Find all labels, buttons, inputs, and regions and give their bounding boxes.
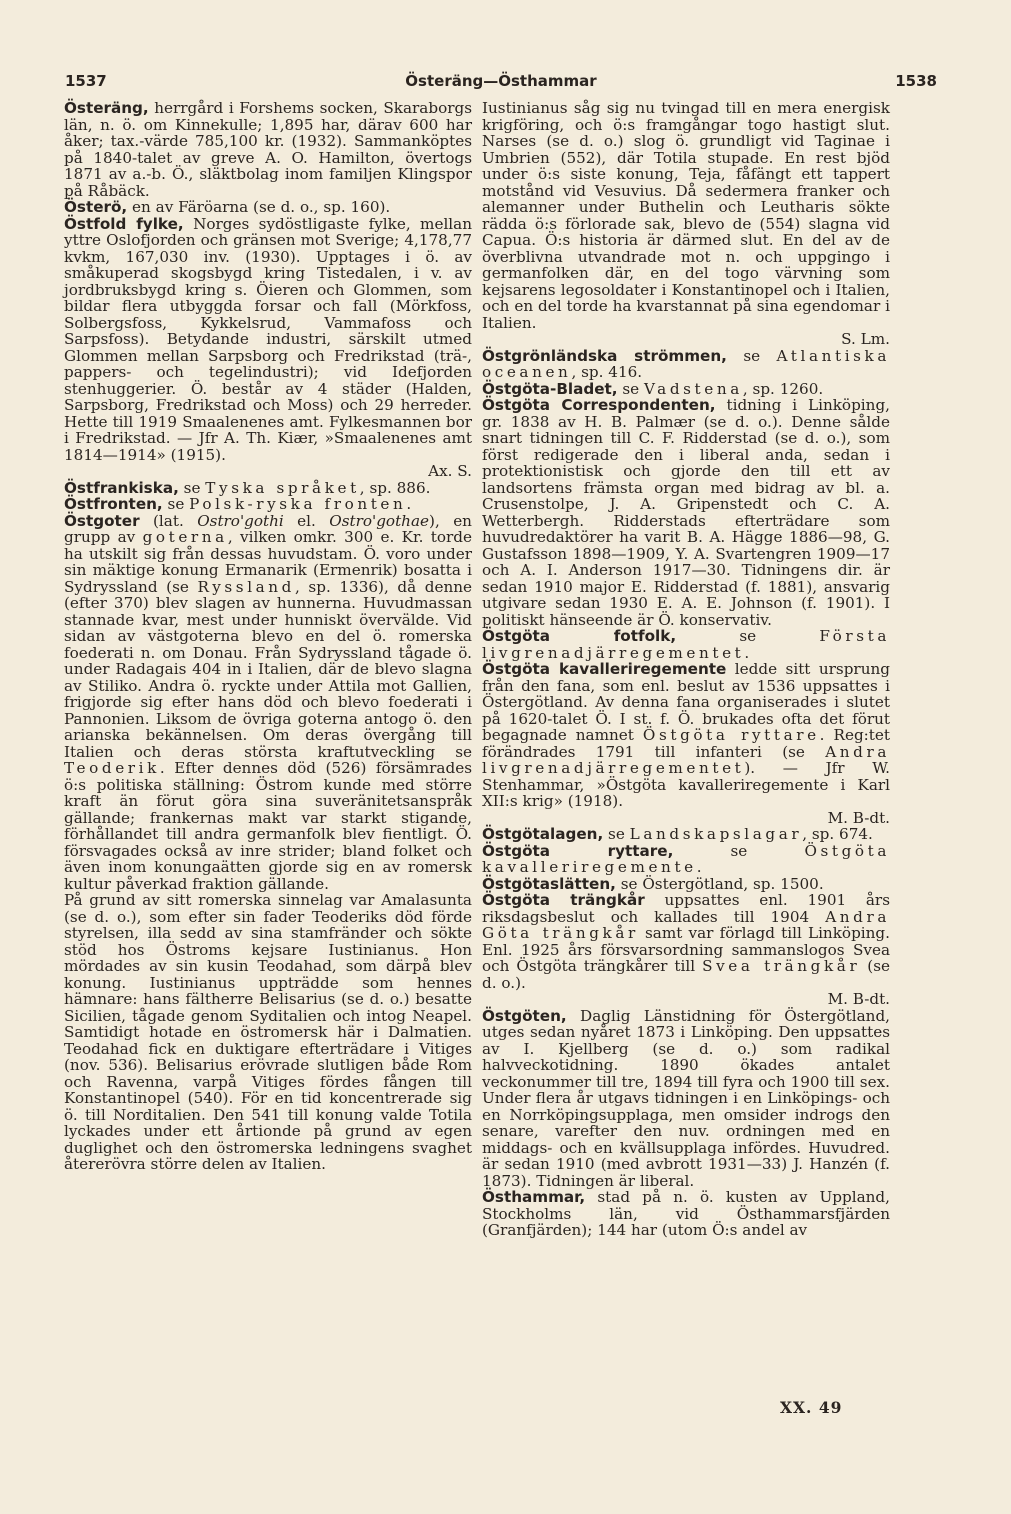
entry-headword: Östgöta fotfolk, <box>482 627 677 645</box>
cross-reference: Andra Göta trängkår <box>482 907 890 942</box>
entry-headword: Östgöta-Bladet, <box>482 379 618 398</box>
entry-text: (lat. <box>139 511 198 530</box>
article-entry <box>64 496 472 513</box>
article-entry <box>482 397 890 628</box>
entry-headword: Östgrönländska strömmen, <box>482 346 727 365</box>
cross-reference: Första livgrenadjärregementet <box>482 627 891 662</box>
article-entry <box>482 348 890 381</box>
entry-headword: Östgoter <box>64 511 140 530</box>
entry-text: se <box>726 346 777 365</box>
cross-reference: Atlantiska oceanen <box>482 346 891 381</box>
page-number-left: 1537 <box>65 72 107 90</box>
entry-headword: Östfold fylke, <box>64 214 184 233</box>
entry-text: en av Färöarna (se d. o., sp. 160). <box>127 198 391 216</box>
entry-text: , sp. 1260. <box>742 379 824 398</box>
author-signature: S. Lm. <box>841 330 890 348</box>
entry-text: stad på n. ö. kusten av Uppland, Stockholms län, vid Östhammarsfjärden (Granfjärden); 144 har (utom Ö:s andel av <box>482 1188 890 1239</box>
article-entry <box>64 892 472 1173</box>
cross-reference: Landskapslagar <box>629 825 803 843</box>
article-entry <box>482 1008 890 1190</box>
author-signature: M. B-dt. <box>827 808 890 827</box>
cross-reference: Svea trängkår <box>702 957 861 975</box>
entry-text: uppsattes enl. 1901 års riksdagsbeslut och kallades till 1904 <box>482 891 890 926</box>
entry-headword: Östgöta kavalleriregemente <box>482 660 727 678</box>
entry-text: På grund av sitt romerska sinnelag var Amalasunta (se d. o.), som efter sin fader Teoderiks död förde styrelsen, illa sedd av sina stamfränder och sökte stöd hos Östroms kejsare Iustinianus. Hon mördades av sin kusin Teodahad, som därpå blev konung. Iustinianus uppträdde som hennes hämnare: hans fältherre Belisarius (se d. o.) besatte Sicilien, tågade genom Syditalien och intog Neapel. Samtidigt hotade en östromersk här i Dalmatien. Teodahad fick en duktigare efterträdare i Vitiges (nov. 536). Belisarius erövrade slutligen både Rom och Ravenna, varpå Vitiges fördes fången till Konstantinopel (540). För en tid koncentrerade sig ö. till Norditalien. Den 541 till konung valde Totila lyckades under ett årtionde på grund av egen duglighet och den östromerska ledningens svaghet återerövra större delen av Italien. <box>64 891 472 1173</box>
article-entry <box>482 100 890 348</box>
cross-reference: Andra livgrenadjärregementet <box>482 742 890 777</box>
cross-reference: Östgöta ryttare <box>642 726 820 744</box>
entry-headword: Östfronten, <box>64 495 163 513</box>
article-entry <box>64 480 472 497</box>
entry-text: samt var förlagd till Linköping. Enl. 1925 års försvarsordning sammanslogos Svea och Östgöta trängkårer till <box>482 924 890 975</box>
entry-text: . Efter dennes död (526) försämrades ö:s politiska ställning: Östrom kunde med större kraft än förut göra sina suveränitetsanspråk gällande; frankernas makt var starkt stigande, förhållandet till andra germanfolk blev fientligt. Ö. försvagades också av inre strider; bland folket och även inom konungaätten gjorde sig en av romersk kultur påverkad fraktion gällande. <box>64 759 472 893</box>
entry-text: (se d. o.). <box>482 957 890 992</box>
entry-text: , sp. 886. <box>359 478 431 497</box>
cross-reference: Tyska språket <box>205 478 360 497</box>
article-entry <box>482 661 890 826</box>
article-entry <box>482 628 890 661</box>
entry-text: , sp. 1336), då denne (efter 370) blev slagen av hunnerna. Huvudmassan stannade kvar, mest under hunniskt övervälde. Vid sidan av västgoterna blevo en del ö. romerska foederati n. om Donau. Från Sydryssland tågade ö. under Radagais 404 in i Italien, där de blevo slagna av Stiliko. Andra ö. ryckte under Attila mot Gallien, frigjorde sig efter hans död och blevo foederati i Pannonien. Liksom de övriga goterna antogo ö. den arianska bekännelsen. Om deras övergång till Italien och deras största kraftutveckling se <box>64 577 472 761</box>
left-column <box>64 100 472 1173</box>
page-number-right: 1538 <box>895 72 937 90</box>
entry-text: el. <box>283 511 330 530</box>
article-entry <box>482 826 890 843</box>
entry-text: ). — Jfr W. Stenhammar, »Östgöta kavalleriregemente i Karl XII:s krig» (1918). <box>482 759 890 810</box>
entry-text: se <box>617 379 644 398</box>
entry-headword: Östhammar, <box>482 1188 586 1206</box>
entry-headword: Östgöta Correspondenten, <box>482 396 716 414</box>
entry-text: , sp. 674. <box>802 825 873 843</box>
entry-text: se Östergötland, sp. 1500. <box>615 874 824 893</box>
cross-reference: Teoderik <box>64 759 160 777</box>
article-entry <box>482 892 890 1008</box>
cross-reference: goterna <box>142 528 228 546</box>
entry-text: Daglig Länstidning för Östergötland, utges sedan nyåret 1873 i Linköping. Den uppsattes av I. Kjellberg (se d. o.) som radikal halvveckotidning. 1890 ökades antalet veckonummer till tre, 1894 till fyra och 1900 till sex. Under flera år utgavs tidningen i en Linköpings- och en Norrköpingsupplaga, men omsider indrogs den senare, varefter den nuv. ordningen med en middags- och en kvällsupplaga infördes. Huvudred. är sedan 1910 (med avbrott 1931—33) J. Hanzén (f. 1873). Tidningen är liberal. <box>482 1006 890 1190</box>
entry-text: herrgård i Forshems socken, Skaraborgs län, n. ö. om Kinnekulle; 1,895 har, därav 600 har åker; tax.-värde 785,100 kr. (1932). Sammanköptes på 1840-talet av greve A. O. Hamilton, övertogs 1871 av a.-b. Ö., släktbolag inom familjen Klingspor på Råbäck. <box>64 99 472 200</box>
entry-headword: Östgöta trängkår <box>482 891 645 909</box>
article-entry <box>482 876 890 893</box>
entry-text: ledde sitt ursprung från den fana, som enl. beslut av 1536 uppsattes i Östergötland. Av denna fana organiserades i slutet på 1620-talet Ö. I st. f. Ö. brukades ofta det förut begagnade namnet <box>482 660 890 744</box>
article-entry <box>482 1189 890 1239</box>
article-entry <box>482 381 890 398</box>
entry-text: . <box>406 495 412 513</box>
entry-text: Norges sydöstligaste fylke, mellan yttre Oslofjorden och gränsen mot Sverige; 4,178,77 kvkm, 167,030 inv. (1930). Upptages i ö. av småkuperad skogsbygd kring Tistedalen, i v. av jordbruksbygd kring s. Öieren och Glommen, som bildar flera utbyggda forsar och fall (Mörkfoss, Solbergsfoss, Kykkelsrud, Vammafoss och Sarpsfoss). Betydande industri, särskilt utmed Glommen mellan Sarpsborg och Fredrikstad (trä-, pappers- och tegelindustri); vid Idefjorden stenhuggerier. Ö. består av 4 städer (Halden, Sarpsborg, Fredrikstad och Moss) och 29 herreder. Hette till 1919 Smaalenenes amt. Fylkesmannen bor i Fredrikstad. — Jfr A. Th. Kiær, »Smaalenenes amt 1814—1914» (1915). <box>64 214 472 464</box>
article-entry <box>64 513 472 893</box>
entry-headword: Östfrankiska, <box>64 478 179 497</box>
entry-text: . Reg:tet förändrades 1791 till infanteri (se <box>482 726 890 761</box>
entry-italic: Ostro'gothae <box>329 511 430 530</box>
entry-headword: Östgötalagen, <box>482 825 604 843</box>
running-title: Österäng—Östhammar <box>405 72 597 90</box>
entry-text: , sp. 416. <box>571 363 643 381</box>
cross-reference: Polsk-ryska fronten <box>189 495 407 513</box>
right-column <box>482 100 890 1239</box>
entry-text: , vilken omkr. 300 e. Kr. torde ha utskilt sig från dessas huvudstam. Ö. voro under sin mäktige konung Ermanarik (Ermenrik) bosatta i Sydryssland (se <box>64 528 473 596</box>
entry-headword: Österö, <box>64 198 128 216</box>
entry-text: se <box>162 495 190 513</box>
cross-reference: Östgöta kavalleriregemente <box>482 841 891 876</box>
entry-headword: Östgöta ryttare, <box>482 841 674 860</box>
entry-text: se <box>676 627 820 645</box>
article-entry <box>64 199 472 216</box>
entry-text: . <box>696 858 702 876</box>
entry-text: ), en grupp av <box>64 511 472 546</box>
entry-headword: Östgötaslätten, <box>482 874 616 893</box>
author-signature: M. B-dt. <box>827 990 890 1008</box>
entry-text: tidning i Linköping, gr. 1838 av H. B. Palmær (se d. o.). Denne sålde snart tidningen till C. F. Ridderstad (se d. o.), som först redigerade den i liberal anda, sedan i protektionistisk och gjorde den till ett av landsortens främsta organ med bidrag av bl. a. Crusenstolpe, J. A. Gripenstedt och C. A. Wetterbergh. Ridderstads efterträdare som huvudredaktörer ha varit B. A. Hägge 1886—98, G. Gustafsson 1898—1909, Y. A. Svartengren 1909—17 och A. I. Anderson 1917—30. Tidningens dir. är sedan 1910 major E. Ridderstad (f. 1881), ansvarig utgivare sedan 1930 E. A. E. Johnson (f. 1901). I politiskt hänseende är Ö. konservativ. <box>482 396 890 629</box>
article-entry <box>482 843 890 876</box>
page-header <box>65 72 937 94</box>
entry-headword: Österäng, <box>64 99 149 117</box>
author-signature: Ax. S. <box>428 462 472 480</box>
article-entry <box>64 216 472 480</box>
entry-headword: Östgöten, <box>482 1006 567 1025</box>
entry-italic: Ostro'gothi <box>197 511 284 530</box>
entry-text: se <box>673 841 805 860</box>
cross-reference: Ryssland <box>197 577 296 596</box>
entry-text: se <box>603 825 630 843</box>
cross-reference: Vadstena <box>644 379 743 398</box>
entry-text: Iustinianus såg sig nu tvingad till en mera energisk krigföring, och ö:s framgångar togo hastigt slut. Narses (se d. o.) slog ö. grundligt vid Taginae i Umbrien (552), där Totila stupade. En rest bjöd under ö:s siste konung, Teja, fåfängt ett tappert motstånd vid Vesuvius. Då sedermera franker och alemanner under Buthelin och Leutharis sökte rädda ö:s förlorade sak, blevo de (554) slagna vid Capua. Ö:s historia är därmed slut. En del av de överblivna utvandrade mot n. och uppgingo i germanfolken där, en del togo värvning som kejsarens legosoldater i Konstantinopel och i Italien, och en del torde ha kvarstannat på sina egendomar i Italien. <box>482 99 890 332</box>
article-entry <box>64 100 472 199</box>
entry-text: . <box>744 643 750 662</box>
entry-text: se <box>178 478 206 497</box>
signature-mark: XX. 49 <box>780 1398 843 1417</box>
